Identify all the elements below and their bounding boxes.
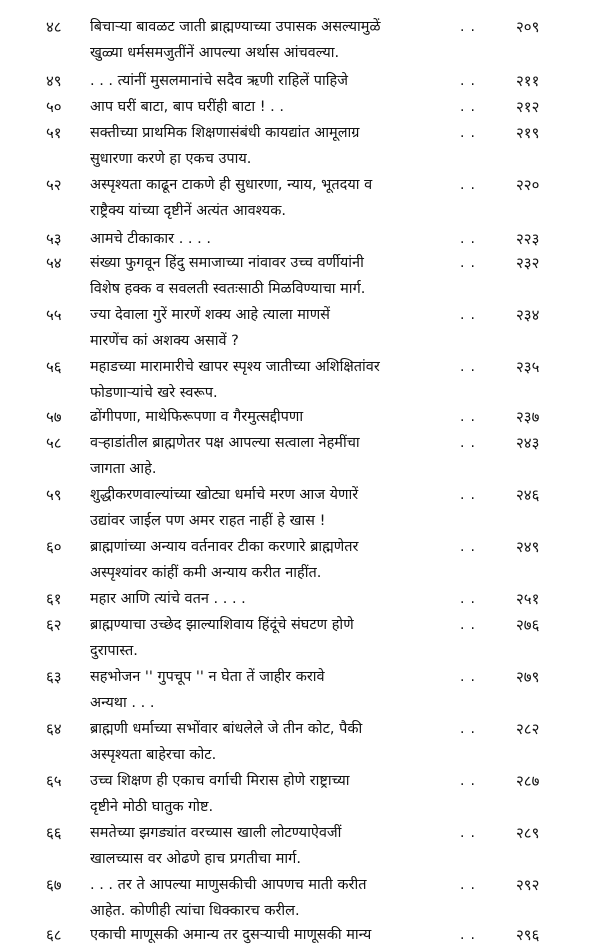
entry-title-line: समतेच्या झगड्यांत वरच्यास खाली लोटण्याऐवजीं xyxy=(90,825,342,841)
entry-title-line: राष्ट्रैक्य यांच्या दृष्टीनें अत्यंत आवश्यक. xyxy=(90,203,286,219)
entry-title-line: बिचाऱ्या बावळट जाती ब्राह्मण्याच्या उपासक असल्यामुळें xyxy=(90,19,381,35)
entry-number: ५७ xyxy=(46,408,62,426)
entry-title-line: फोडणाऱ्यांचे खरे स्वरूप. xyxy=(90,385,218,401)
page-number: २४६ xyxy=(516,486,540,504)
entry-title xyxy=(90,68,448,94)
leader-dots: .. xyxy=(460,487,481,503)
entry-title xyxy=(90,482,448,534)
entry-title-line: विशेष हक्क व सवलती स्वतःसाठी मिळविण्याचा मार्ग. xyxy=(90,281,366,297)
entry-title-line: महार आणि त्यांचे वतन . . . . xyxy=(90,591,246,607)
entry-title-line: संख्या फुगवून हिंदु समाजाच्या नांवावर उच्च वर्णीयांनी xyxy=(90,255,364,271)
entry-title-line: शुद्धीकरणवाल्यांच्या खोट्या धर्माचे मरण आज येणारें xyxy=(90,487,359,503)
entry-number: ६१ xyxy=(46,590,62,608)
page-number: २३७ xyxy=(516,408,540,426)
entry-title-line: उद्यांवर जाईल पण अमर राहत नाहीं हे खास ! xyxy=(90,513,326,529)
entry-number: ५६ xyxy=(46,358,62,376)
entry-number: ५४ xyxy=(46,254,62,272)
leader-dots: .. xyxy=(460,73,481,89)
entry-title xyxy=(90,612,448,664)
entry-title-line: एकाची माणूसकी अमान्य तर दुसऱ्याची माणूसकी मान्य xyxy=(90,927,372,943)
entry-title-line: वऱ्हाडांतील ब्राह्मणेतर पक्ष आपल्या सत्वाला नेहमींचा xyxy=(90,435,360,451)
entry-number: ५२ xyxy=(46,176,62,194)
entry-title-line: उच्च शिक्षण ही एकाच वर्गाची मिरास होणे राष्ट्राच्या xyxy=(90,773,350,789)
entry-title xyxy=(90,820,448,872)
leader-dots: .. xyxy=(460,231,481,247)
page-number: २९२ xyxy=(516,876,540,894)
entry-title-line: अस्पृश्यता बाहेरचा कोट. xyxy=(90,747,217,763)
entry-title xyxy=(90,534,448,586)
entry-number: ५८ xyxy=(46,434,62,452)
entry-title xyxy=(90,172,448,224)
entry-title xyxy=(90,430,448,482)
leader-dots: .. xyxy=(460,359,481,375)
leader-dots: .. xyxy=(460,99,481,115)
page-number: २३२ xyxy=(516,254,540,272)
leader-dots: .. xyxy=(460,409,481,425)
leader-dots: .. xyxy=(460,927,481,943)
entry-title xyxy=(90,94,448,120)
entry-title xyxy=(90,226,448,252)
leader-dots: .. xyxy=(460,125,481,141)
page-number: २४३ xyxy=(516,434,540,452)
leader-dots: .. xyxy=(460,669,481,685)
entry-title-line: आमचे टीकाकार . . . . xyxy=(90,231,211,247)
page-number: २४९ xyxy=(516,538,540,556)
entry-title-line: दुरापास्त. xyxy=(90,643,138,659)
page-number: २२० xyxy=(516,176,540,194)
page-number: २७९ xyxy=(516,668,540,686)
leader-dots: .. xyxy=(460,877,481,893)
entry-title-line: आहेत. कोणीही त्यांचा धिक्कारच करील. xyxy=(90,903,300,919)
entry-title-line: मारणेंच कां अशक्य असावें ? xyxy=(90,333,239,349)
entry-title xyxy=(90,302,448,354)
page-number: २९६ xyxy=(516,926,540,944)
entry-number: ६५ xyxy=(46,772,62,790)
entry-title-line: अस्पृश्यता काढून टाकणे ही सुधारणा, न्याय, भूतदया व xyxy=(90,177,373,193)
entry-title-line: सुधारणा करणे हा एकच उपाय. xyxy=(90,151,252,167)
entry-number: ५० xyxy=(46,98,62,116)
entry-title-line: ढोंगीपणा, माथेफिरूपणा व गैरमुत्सद्दीपणा xyxy=(90,409,304,425)
entry-title xyxy=(90,664,448,716)
entry-number: ५९ xyxy=(46,486,62,504)
page-number: २३४ xyxy=(516,306,540,324)
page-number: २८७ xyxy=(516,772,540,790)
entry-title-line: खुळ्या धर्मसमजुतींनें आपल्या अर्थास आंचवल्या. xyxy=(90,45,340,61)
leader-dots: .. xyxy=(460,255,481,271)
leader-dots: .. xyxy=(460,825,481,841)
entry-title-line: ज्या देवाला गुरें मारणें शक्य आहे त्याला माणसें xyxy=(90,307,330,323)
leader-dots: .. xyxy=(460,19,481,35)
page-number: २११ xyxy=(516,72,540,90)
leader-dots: .. xyxy=(460,307,481,323)
entry-number: ५३ xyxy=(46,230,62,248)
entry-title-line: जागता आहे. xyxy=(90,461,157,477)
entry-title xyxy=(90,120,448,172)
entry-title-line: आप घरीं बाटा, बाप घरींही बाटा ! . . xyxy=(90,99,285,115)
entry-title xyxy=(90,14,448,66)
entry-number: ४९ xyxy=(46,72,62,90)
entry-title-line: ब्राह्मणी धर्माच्या सभोंवार बांधलेले जे तीन कोट, पैकी xyxy=(90,721,363,737)
leader-dots: .. xyxy=(460,773,481,789)
entry-title-line: ब्राह्मणांच्या अन्याय वर्तनावर टीका करणारे ब्राह्मणेतर xyxy=(90,539,359,555)
entry-title-line: सहभोजन '' गुपचूप '' न घेता तें जाहीर करावे xyxy=(90,669,325,685)
page-number: २८२ xyxy=(516,720,540,738)
entry-title xyxy=(90,768,448,820)
entry-number: ६४ xyxy=(46,720,62,738)
entry-number: ६८ xyxy=(46,926,62,944)
page-number: २१२ xyxy=(516,98,540,116)
entry-number: ६२ xyxy=(46,616,62,634)
entry-title xyxy=(90,872,448,924)
leader-dots: .. xyxy=(460,591,481,607)
entry-title-line: अन्यथा . . . xyxy=(90,695,155,711)
entry-number: ६० xyxy=(46,538,62,556)
entry-title xyxy=(90,716,448,768)
entry-number: ६७ xyxy=(46,876,62,894)
page-number: २१९ xyxy=(516,124,540,142)
leader-dots: .. xyxy=(460,435,481,451)
entry-number: ५१ xyxy=(46,124,62,142)
entry-number: ४८ xyxy=(46,18,62,36)
entry-title-line: सक्तीच्या प्राथमिक शिक्षणासंबंधी कायद्यांत आमूलाग्र xyxy=(90,125,360,141)
entry-title xyxy=(90,404,448,430)
page-number: २३५ xyxy=(516,358,540,376)
entry-title-line: महाडच्या मारामारीचे खापर स्पृश्य जातीच्या अशिक्षितांवर xyxy=(90,359,380,375)
entry-number: ५५ xyxy=(46,306,62,324)
page-number: २०९ xyxy=(516,18,540,36)
page-number: २५१ xyxy=(516,590,540,608)
leader-dots: .. xyxy=(460,177,481,193)
entry-title xyxy=(90,586,448,612)
entry-title-line: . . . त्यांनीं मुसलमानांचे सदैव ऋणी राहिलें पाहिजे xyxy=(90,73,348,89)
entry-title-line: . . . तर ते आपल्या माणुसकीची आपणच माती करीत xyxy=(90,877,367,893)
entry-title xyxy=(90,250,448,302)
leader-dots: .. xyxy=(460,721,481,737)
entry-title xyxy=(90,354,448,406)
entry-title-line: खालच्यास वर ओढणे हाच प्रगतीचा मार्ग. xyxy=(90,851,301,867)
entry-number: ६३ xyxy=(46,668,62,686)
entry-title-line: दृष्टीने मोठी घातुक गोष्ट. xyxy=(90,799,214,815)
page-number: २८९ xyxy=(516,824,540,842)
entry-title-line: अस्पृश्यांवर कांहीं कमी अन्याय करीत नाहींत. xyxy=(90,565,322,581)
leader-dots: .. xyxy=(460,539,481,555)
entry-title-line: ब्राह्मण्याचा उच्छेद झाल्याशिवाय हिंदूंचे संघटण होणे xyxy=(90,617,354,633)
page-number: २२३ xyxy=(516,230,540,248)
leader-dots: .. xyxy=(460,617,481,633)
entry-title xyxy=(90,922,448,948)
entry-number: ६६ xyxy=(46,824,62,842)
page-number: २७६ xyxy=(516,616,540,634)
